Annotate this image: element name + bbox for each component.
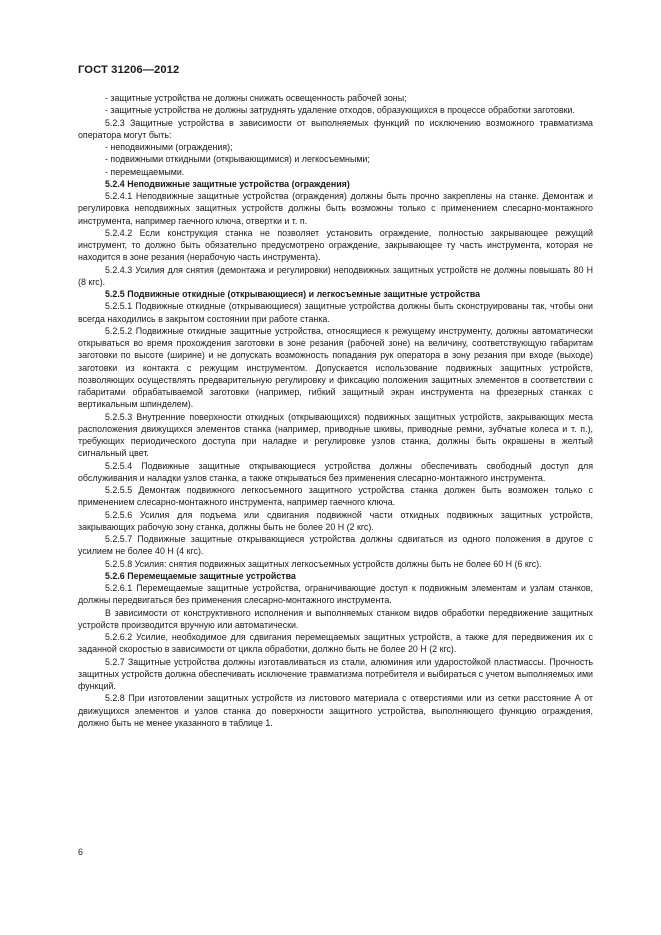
section-heading-5-2-4: 5.2.4 Неподвижные защитные устройства (ограждения): [105, 178, 350, 189]
list-item: - неподвижными (ограждения);: [105, 142, 233, 152]
paragraph-5-2-3: 5.2.3 Защитные устройства в зависимости от выполняемых функций по исключению возможного травматизма оператора могут быть:: [78, 117, 593, 140]
document-header: ГОСТ 31206—2012: [78, 64, 180, 76]
paragraph-5-2-5-1: 5.2.5.1 Подвижные откидные (открывающиеся) защитные устройства должны быть сконструированы так, чтобы они всегда находились в закрытом состоянии при работе станка.: [78, 301, 593, 324]
document-body: [78, 92, 593, 729]
list-item: - защитные устройства не должны затруднять удаление отходов, образующихся в процессе обработки заготовки.: [105, 105, 575, 116]
paragraph: В зависимости от конструктивного исполнения и выполняемых станком видов обработки передвижение защитных устройств производится вручную или автоматически.: [78, 607, 593, 630]
paragraph-5-2-5-6: 5.2.5.6 Усилия для подъема или сдвигания подвижной части откидных подвижных защитных устройств, закрывающих рабочую зону станка, должны быть не более 20 Н (2 кгс).: [78, 509, 593, 532]
paragraph-5-2-7: 5.2.7 Защитные устройства должны изготавливаться из стали, алюминия или ударостойкой пластмассы. Прочность защитных устройств должна обеспечивать исключение травматизма потребителя и выбираться с учетом выполняемых ими функций.: [78, 656, 593, 691]
paragraph-5-2-5-7: 5.2.5.7 Подвижные защитные открывающиеся устройства должны сдвигаться из одного положения в другое с усилием не более 40 Н (4 кгс).: [78, 534, 593, 557]
paragraph-5-2-4-2: 5.2.4.2 Если конструкция станка не позволяет установить ограждение, полностью закрывающее режущий инструмент, то должно быть обязательно предусмотрено ограждение, закрывающее ту часть инструмента, которая не находится в зоне резания (нерабочую часть инструмента).: [78, 227, 593, 263]
list-item: - защитные устройства не должны снижать освещенность рабочей зоны;: [105, 93, 407, 103]
paragraph-5-2-5-2: 5.2.5.2 Подвижные откидные защитные устройства, относящиеся к режущему инструменту, должны автоматически открываться во время прохождения заготовки в зоне резания (рабочей зоне) на величину, соответствующую габаритам заготовки по высоте (ширине) и не допускать возможность попадания рук оператора в зону резания при входе (выходе) заготовки из контакта с режущим инструментом. Допускается использование подвижных защитных устройств, позволяющих осуществлять предварительную регулировку и фиксацию положения защитных элементов в соответствии с габаритами обрабатываемой заготовки (например, гибкий защитный экран инструмента на фрезерных станках с вертикальным шпинделем).: [78, 325, 593, 410]
paragraph-5-2-6-1: 5.2.6.1 Перемещаемые защитные устройства, ограничивающие доступ к подвижным элементам и узлам станков, должны передвигаться без применения слесарно-монтажного инструмента.: [78, 583, 593, 606]
paragraph-5-2-4-3: 5.2.4.3 Усилия для снятия (демонтажа и регулировки) неподвижных защитных устройств не должны повышать 80 Н (8 кгс).: [78, 264, 593, 287]
paragraph-5-2-5-3: 5.2.5.3 Внутренние поверхности откидных (открывающихся) подвижных защитных устройств, закрывающих места расположения движущихся элементов станка (например, приводные шкивы, приводные ремни, зубчатые колеса и т. п.), требующих периодического доступа при наладке и регулировке узлов станка, должны быть окрашены в желтый сигнальный цвет.: [78, 411, 593, 459]
paragraph-5-2-5-5: 5.2.5.5 Демонтаж подвижного легкосъемного защитного устройства станка должен быть возможен только с применением слесарно-монтажного инструмента, например гаечного ключа.: [78, 485, 593, 508]
list-item: - перемещаемыми.: [105, 166, 185, 177]
section-heading-5-2-5: 5.2.5 Подвижные откидные (открывающиеся) и легкосъемные защитные устройства: [105, 289, 481, 299]
list-item: - подвижными откидными (открывающимися) и легкосъемными;: [105, 154, 370, 165]
paragraph-5-2-6-2: 5.2.6.2 Усилие, необходимое для сдвигания перемещаемых защитных устройств, а также для передвижения их с заданной скоростью в зависимости от цикла обработки, должно быть не более 20 Н (2 кгс).: [78, 632, 593, 655]
paragraph-5-2-8: 5.2.8 При изготовлении защитных устройств из листового материала с отверстиями или из сетки расстояние А от движущихся элементов и узлов станка до поверхности защитного устройства, выполняющего функцию ограждения, должно быть не менее указанного в таблице 1.: [78, 693, 593, 728]
page-number: 6: [78, 847, 84, 857]
section-heading-5-2-6: 5.2.6 Перемещаемые защитные устройства: [105, 570, 296, 581]
paragraph-5-2-5-8: 5.2.5.8 Усилия: снятия подвижных защитных легкосъемных устройств должны быть не более 60 Н (6 кгс).: [105, 558, 542, 569]
paragraph-5-2-4-1: 5.2.4.1 Неподвижные защитные устройства (ограждения) должны быть прочно закреплены на станке. Демонтаж и регулировка неподвижных защитных устройств должны быть возможны только с применением слесарно-монтажного инструмента, например гаечного ключа, отвертки и т. п.: [78, 191, 593, 226]
paragraph-5-2-5-4: 5.2.5.4 Подвижные защитные открывающиеся устройства должны обеспечивать свободный доступ для обслуживания и наладки узлов станка, а также открываться без применения слесарно-монтажного инструмента.: [78, 460, 593, 483]
